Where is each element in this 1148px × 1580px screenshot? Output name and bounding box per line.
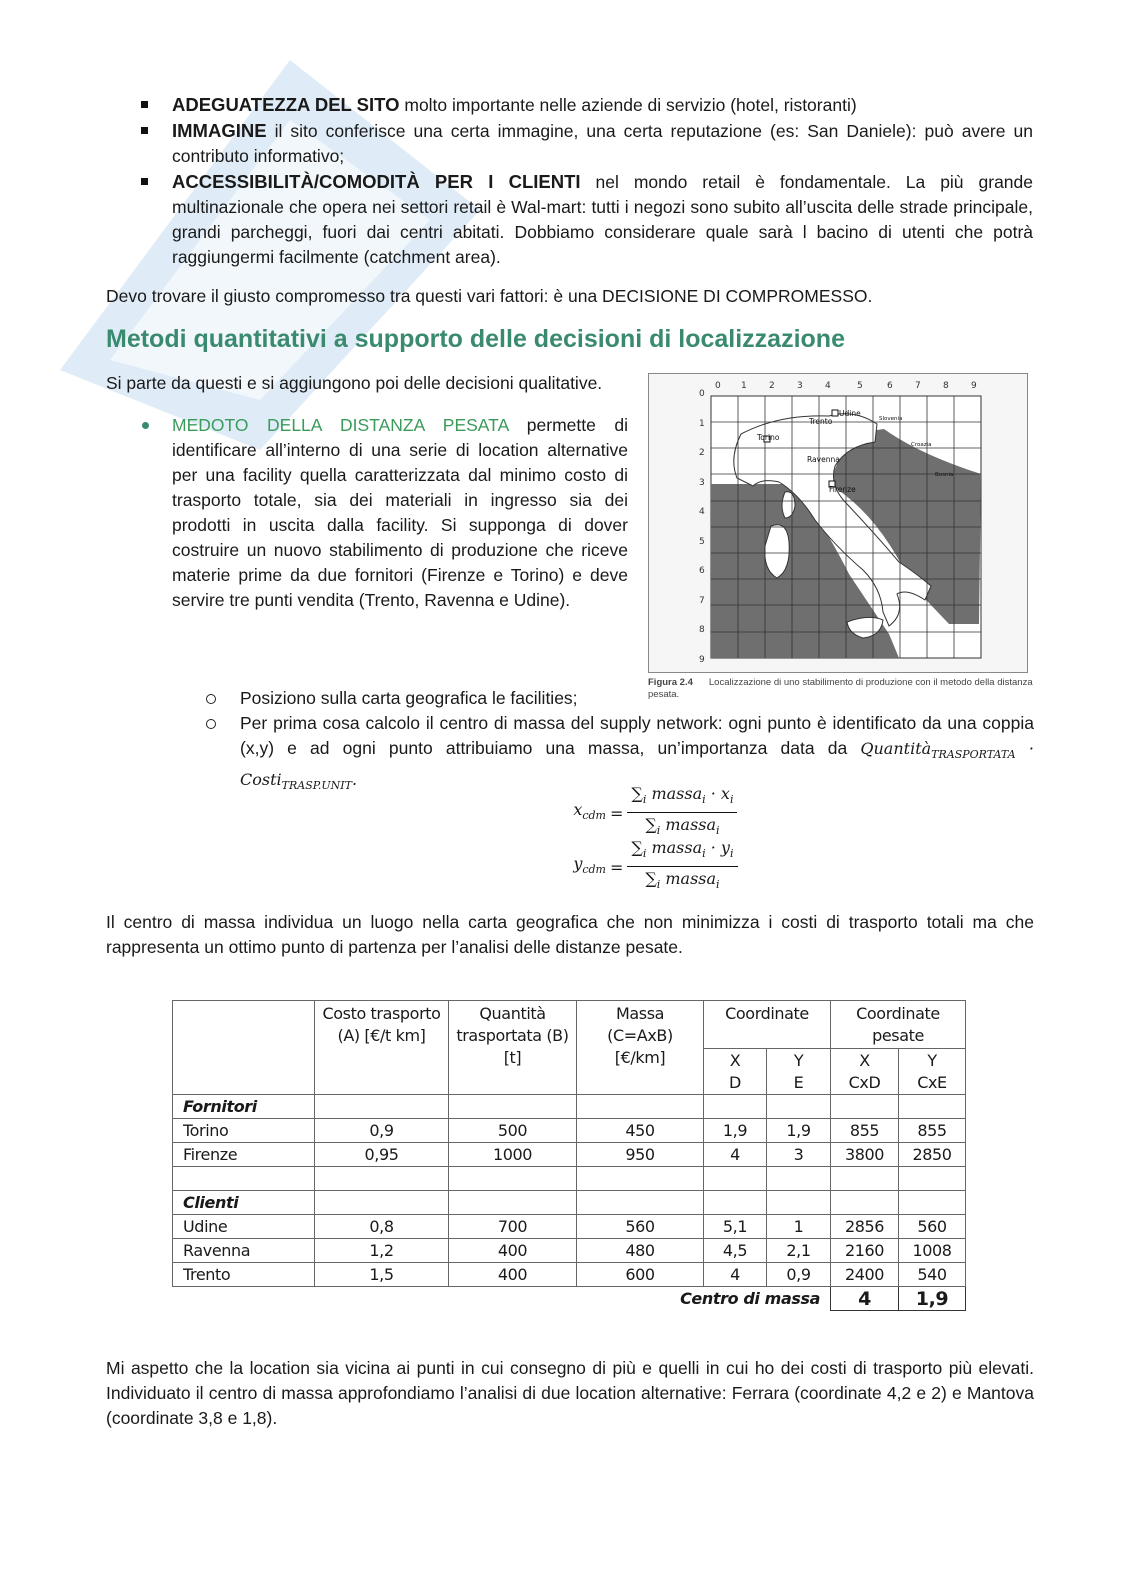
compromesso-paragraph: Devo trovare il giusto compromesso tra questi vari fattori: è una DECISIONE DI COMPROMESSO. (106, 286, 873, 306)
factor-list (108, 92, 1033, 270)
group-row-fornitori (173, 1095, 966, 1119)
table-row: Torino 0,9 500 450 1,9 1,9 855 855 (173, 1119, 966, 1143)
centro-massa-x: 4 (831, 1287, 899, 1311)
italy-grid-map (648, 373, 1028, 673)
header-x: X D (704, 1049, 767, 1095)
group-row-clienti (173, 1191, 966, 1215)
factor-text: nel mondo retail è fondamentale. La più grande multinazionale che opera nei settori retail è Wal-mart: tutti i negozi sono subito all’uscita delle strade principale, grandi parcheggi, fuori dai centri abitati. Dobbiamo considerare quale sarà l bacino di utenti che potrà raggiungermi facilmente (catchment area). (172, 172, 1033, 267)
city-label-croazia: Croazia (911, 442, 932, 448)
map-col-label: 1 (741, 381, 747, 391)
group-label: Clienti (173, 1191, 315, 1215)
header-costo: Costo trasporto (A) [€/t km] (315, 1001, 449, 1095)
header-coordinate: Coordinate (704, 1001, 831, 1049)
intro-paragraph: Si parte da questi e si aggiungono poi delle decisioni qualitative. (106, 373, 603, 393)
square-bullet-icon (141, 127, 148, 134)
map-row-label: 5 (699, 537, 705, 547)
map-row-label: 9 (699, 655, 705, 665)
mass-formula: Quantità$_{TRASPORTATA}$ · Costi$_{TRASP.UNIT}$. (240, 739, 1034, 793)
figure-number: Figura 2.4 (648, 677, 693, 688)
city-label-trento: Trento (809, 417, 833, 426)
step-item (106, 686, 1034, 711)
method-text: permette di identificare all’interno di una serie di location alternative per una facility quella caratterizzata dal minimo costo di trasporto totale, sia dei materiali in ingresso sia dei prodotti in uscita dalla facility. Si supponga di dover costruire un nuovo stabilimento di produzione che riceve materie prime da due fornitori (Firenze e Torino) e deve servire tre punti vendita (Trento, Ravenna e Udine). (172, 415, 628, 610)
square-bullet-icon (141, 178, 148, 185)
header-coordinate-pesate: Coordinate pesate (831, 1001, 966, 1049)
factor-text: molto importante nelle aziende di servizio (hotel, ristoranti) (399, 95, 857, 115)
table-corner (173, 1001, 315, 1095)
map-row-label: 3 (699, 478, 705, 488)
spacer-row (173, 1167, 966, 1191)
city-marker-udine (832, 410, 838, 416)
map-col-label: 9 (971, 381, 977, 391)
city-label-firenze: Firenze (829, 485, 856, 494)
centro-massa-label: Centro di massa (680, 1288, 820, 1308)
map-row-label: 6 (699, 566, 705, 576)
centro-massa-row (173, 1287, 966, 1311)
city-label-torino: Torino (757, 433, 780, 442)
step-text: Per prima cosa calcolo il centro di massa del supply network: ogni punto è identificato da una coppia (x,y) e ad ogni punto attribuiamo una massa, un’importanza data da (240, 713, 1034, 758)
map-col-label: 7 (915, 381, 921, 391)
table-row: Ravenna 1,2 400 480 4,5 2,1 2160 1008 (173, 1239, 966, 1263)
header-y: Y E (767, 1049, 831, 1095)
final-paragraph: Mi aspetto che la location sia vicina ai punti in cui consegno di più e quelli in cui ho dei costi di trasporto più elevati. Individuato il centro di massa approfondiamo l’analisi di due location alternative: Ferrara (coordinate 4,2 e 2) e Mantova (coordinate 3,8 e 1,8). (106, 1358, 1034, 1428)
header-y-weighted: Y CxE (899, 1049, 966, 1095)
circle-bullet-icon (206, 694, 216, 704)
map-row-label: 0 (699, 389, 705, 399)
section-heading: Metodi quantitativi a supporto delle decisioni di localizzazione (106, 325, 845, 353)
header-quantita: Quantità trasportata (B) [t] (449, 1001, 577, 1095)
centro-paragraph: Il centro di massa individua un luogo nella carta geografica che non minimizza i costi di trasporto totali ma che rappresenta un ottimo punto di partenza per l’analisi delle distanze pesate. (106, 912, 1034, 957)
factor-term: ACCESSIBILITÀ/COMODITÀ PER I CLIENTI (172, 171, 581, 192)
factor-item-adeguatezza (108, 92, 1033, 118)
round-bullet-icon (142, 422, 149, 429)
header-x-weighted: X CxD (831, 1049, 899, 1095)
table-row: Udine 0,8 700 560 5,1 1 2856 560 (173, 1215, 966, 1239)
step-list (106, 686, 1034, 798)
factor-item-accessibilita (108, 169, 1033, 270)
map-svg (649, 374, 1027, 672)
city-label-ravenna: Ravenna (807, 455, 840, 464)
map-col-label: 6 (887, 381, 893, 391)
map-col-label: 2 (769, 381, 775, 391)
map-row-label: 7 (699, 596, 705, 606)
method-item (106, 413, 628, 613)
factor-text: il sito conferisce una certa immagine, una certa reputazione (es: San Daniele): può avere un contributo informativo; (172, 121, 1033, 166)
map-col-label: 4 (825, 381, 831, 391)
centro-massa-y: 1,9 (899, 1287, 966, 1311)
city-label-slovenia: Slovenia (879, 416, 903, 422)
circle-bullet-icon (206, 719, 216, 729)
centroid-formulas (540, 783, 780, 894)
y-cdm-formula: $y_{cdm}$ = $\frac{\sum_i massa_i \cdot y_i}{\sum_i massa_i}$ (540, 840, 780, 894)
city-label-udine: Udine (839, 409, 861, 418)
map-col-label: 0 (715, 381, 721, 391)
table-row: Trento 1,5 400 600 4 0,9 2400 540 (173, 1263, 966, 1287)
factor-item-immagine (108, 118, 1033, 169)
group-label: Fornitori (173, 1095, 315, 1119)
header-massa: Massa (C=AxB) [€/km] (577, 1001, 704, 1095)
city-label-bosnia: Bosnia (935, 472, 954, 478)
map-col-label: 5 (857, 381, 863, 391)
square-bullet-icon (141, 101, 148, 108)
map-row-label: 1 (699, 419, 705, 429)
step-text: Posiziono sulla carta geografica le facilities; (240, 688, 578, 708)
map-col-label: 8 (943, 381, 949, 391)
distance-table (172, 1000, 966, 1311)
method-column (106, 371, 628, 613)
map-row-label: 2 (699, 448, 705, 458)
x-cdm-formula: $x_{cdm}$ = $\frac{\sum_i massa_i \cdot x_i}{\sum_i massa_i}$ (540, 786, 780, 840)
factor-term: IMMAGINE (172, 120, 267, 141)
map-row-label: 8 (699, 625, 705, 635)
factor-term: ADEGUATEZZA DEL SITO (172, 94, 400, 115)
map-row-label: 4 (699, 507, 705, 517)
figure-caption-text: Localizzazione di uno stabilimento di produzione con il metodo della distanza pesata. (648, 677, 1033, 700)
map-col-label: 3 (797, 381, 803, 391)
method-term: MEDOTO DELLA DISTANZA PESATA (172, 415, 509, 435)
table-row: Firenze 0,95 1000 950 4 3 3800 2850 (173, 1143, 966, 1167)
